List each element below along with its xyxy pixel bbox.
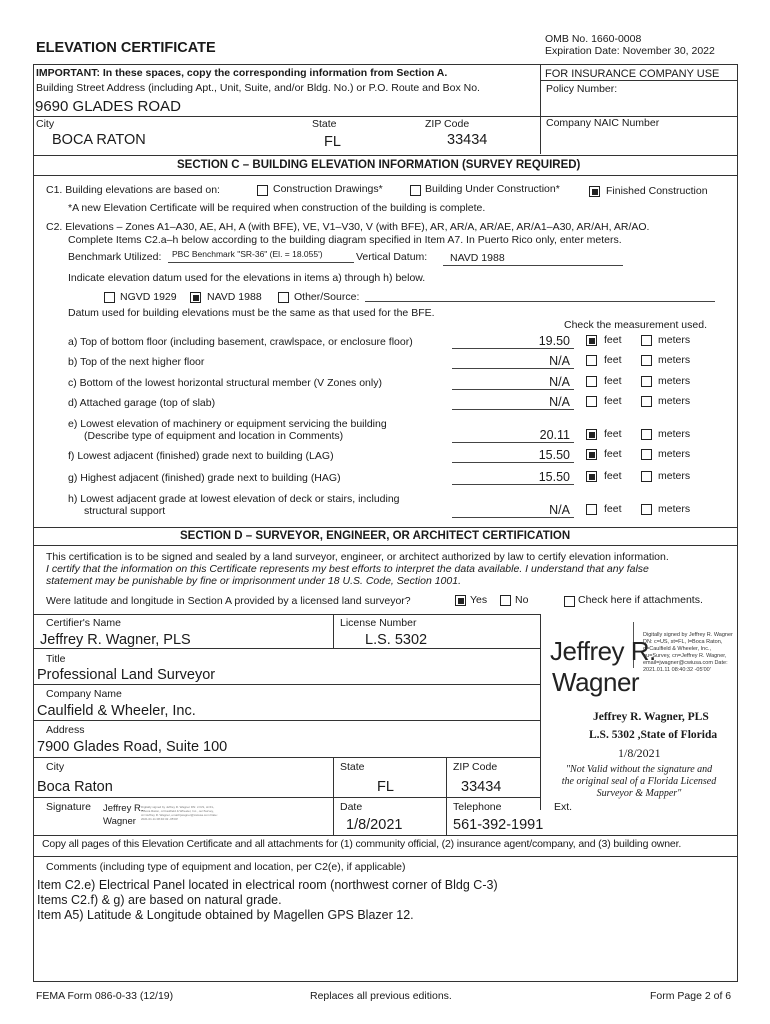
feet-label: feet (604, 503, 622, 515)
certification-text: This certification is to be signed and sealed by a land surveyor, engineer, or architect authorized by law to certify elevation information. (46, 551, 669, 563)
ext-label: Ext. (554, 801, 573, 813)
elevation-row-label: e) Lowest elevation of machinery or equipment servicing the building (68, 418, 387, 430)
seal-name: Jeffrey R. Wagner, PLS (593, 711, 709, 723)
elevation-value[interactable]: 19.50 (538, 334, 570, 348)
address-d-label: Address (46, 724, 85, 736)
elevation-value[interactable]: 20.11 (539, 428, 570, 442)
elevation-row-label: h) Lowest adjacent grade at lowest elevation of deck or stairs, including (68, 493, 400, 505)
certify-statement: I certify that the information on this Certificate represents my best efforts to interpret the data available. I understand that any false (46, 563, 649, 575)
date-d-value[interactable]: 1/8/2021 (346, 817, 403, 833)
footer-replaces: Replaces all previous editions. (310, 990, 452, 1002)
feet-checkbox[interactable] (586, 376, 597, 387)
naic-label: Company NAIC Number (546, 117, 660, 129)
title-value[interactable]: Professional Land Surveyor (37, 667, 216, 683)
attachments-checkbox[interactable] (564, 596, 575, 607)
feet-checkbox[interactable] (586, 449, 597, 460)
penalty-statement: statement may be punishable by fine or imprisonment under 18 U.S. Code, Section 1001. (46, 575, 461, 587)
elevation-row-label: a) Top of bottom floor (including basement, crawlspace, or enclosure floor) (68, 336, 413, 348)
comment-line-2[interactable]: Items C2.f) & g) are based on natural grade. (37, 893, 282, 907)
feet-label: feet (604, 448, 622, 460)
latlong-no-label: No (515, 594, 529, 606)
company-name-label: Company Name (46, 688, 122, 700)
signature-last-name: Wagner (552, 667, 640, 697)
elevation-value[interactable]: N/A (549, 354, 570, 368)
important-note: IMPORTANT: In these spaces, copy the corresponding information from Section A. (36, 67, 448, 79)
expiration-date: Expiration Date: November 30, 2022 (545, 45, 715, 57)
feet-label: feet (604, 428, 622, 440)
construction-drawings-label: Construction Drawings* (273, 183, 383, 195)
other-source-checkbox[interactable] (278, 292, 289, 303)
seal-not-valid-2: the original seal of a Florida Licensed (561, 776, 717, 787)
meters-label: meters (658, 395, 691, 407)
meters-checkbox[interactable] (641, 335, 652, 346)
state-d-value[interactable]: FL (377, 779, 394, 795)
footer-form-number: FEMA Form 086-0-33 (12/19) (36, 990, 174, 1002)
city-value[interactable]: BOCA RATON (52, 132, 146, 148)
digital-signature-details: Digitally signed by Jeffrey R. Wagner DN: c=US, st=FL, l=Boca Raton, o=Caulfield & Wheeler, Inc., ou=Survey, cn=Jeffrey R. Wagner, email=jwagner@cwiusa.com Date: 2021.01.11 08:40:32 -05'00' (643, 632, 733, 673)
city-d-label: City (46, 761, 65, 773)
feet-label: feet (604, 470, 622, 482)
attachments-label: Check here if attachments. (578, 594, 703, 606)
meters-label: meters (658, 470, 691, 482)
meters-label: meters (658, 448, 691, 460)
footer-page: Form Page 2 of 6 (650, 990, 732, 1002)
navd-1988-label: NAVD 1988 (207, 291, 262, 303)
feet-checkbox[interactable] (586, 355, 597, 366)
telephone-label: Telephone (453, 801, 502, 813)
license-number-value[interactable]: L.S. 5302 (365, 632, 428, 648)
feet-checkbox[interactable] (586, 429, 597, 440)
signature-first-name: Jeffrey R. (550, 636, 656, 666)
meters-label: meters (658, 375, 691, 387)
seal-not-valid-3: Surveyor & Mapper" (596, 788, 682, 799)
title-label: Title (46, 653, 66, 665)
c2-zones: C2. Elevations – Zones A1–A30, AE, AH, A (with BFE), VE, V1–V30, V (with BFE), AR, AR/A, AR/AE, AR/A1–A30, AR/AH, AR/AO. (46, 221, 650, 233)
latlong-question: Were latitude and longitude in Section A provided by a licensed land surveyor? (46, 595, 411, 607)
form-title: ELEVATION CERTIFICATE (36, 40, 216, 56)
navd-1988-checkbox[interactable] (190, 292, 201, 303)
elevation-row-label: f) Lowest adjacent (finished) grade next to building (LAG) (68, 450, 334, 462)
zip-d-label: ZIP Code (453, 761, 498, 773)
elevation-row-label: d) Attached garage (top of slab) (68, 397, 216, 409)
zip-label: ZIP Code (425, 118, 470, 130)
comments-label: Comments (including type of equipment and location, per C2(e), if applicable) (46, 861, 406, 873)
finished-construction-label: Finished Construction (606, 185, 708, 197)
c2-instructions: Complete Items C2.a–h below according to the building diagram specified in Item A7. In Puerto Rico only, enter meters. (68, 234, 622, 246)
state-value[interactable]: FL (324, 134, 341, 150)
feet-checkbox[interactable] (586, 471, 597, 482)
vertical-datum-value[interactable]: NAVD 1988 (450, 252, 505, 264)
meters-checkbox[interactable] (641, 396, 652, 407)
comment-line-3[interactable]: Item A5) Latitude & Longitude obtained by Magellen GPS Blazer 12. (37, 908, 414, 922)
elevation-row-label-continued: structural support (84, 505, 166, 517)
meters-checkbox[interactable] (641, 429, 652, 440)
elevation-value[interactable]: N/A (549, 395, 570, 409)
indicate-datum-text: Indicate elevation datum used for the elevations in items a) through h) below. (68, 272, 426, 284)
meters-checkbox[interactable] (641, 504, 652, 515)
meters-label: meters (658, 428, 691, 440)
ngvd-1929-checkbox[interactable] (104, 292, 115, 303)
meters-checkbox[interactable] (641, 449, 652, 460)
meters-checkbox[interactable] (641, 471, 652, 482)
elevation-value[interactable]: N/A (549, 503, 570, 517)
section-c-title: SECTION C – BUILDING ELEVATION INFORMATION (SURVEY REQUIRED) (177, 159, 581, 171)
date-label: Date (340, 801, 363, 813)
c1-label: C1. Building elevations are based on: (46, 184, 220, 196)
meters-checkbox[interactable] (641, 355, 652, 366)
feet-checkbox[interactable] (586, 335, 597, 346)
digital-signature-seal (541, 614, 737, 810)
city-d-value[interactable]: Boca Raton (37, 779, 113, 795)
latlong-yes-label: Yes (470, 594, 488, 606)
feet-checkbox[interactable] (586, 396, 597, 407)
elevation-row-label: c) Bottom of the lowest horizontal structural member (V Zones only) (68, 377, 382, 389)
address-label: Building Street Address (including Apt., Unit, Suite, and/or Bldg. No.) or P.O. Route and Box No. (36, 82, 480, 94)
feet-label: feet (604, 395, 622, 407)
telephone-value[interactable]: 561-392-1991 (453, 817, 544, 833)
latlong-no-checkbox[interactable] (500, 595, 511, 606)
c1-note: *A new Elevation Certificate will be required when construction of the building is complete. (68, 202, 486, 214)
elevation-row-label: b) Top of the next higher floor (68, 356, 205, 368)
seal-license: L.S. 5302 ,State of Florida (589, 729, 718, 741)
datum-note: Datum used for building elevations must be the same as that used for the BFE. (68, 307, 435, 319)
license-number-label: License Number (340, 617, 417, 629)
section-d-title: SECTION D – SURVEYOR, ENGINEER, OR ARCHITECT CERTIFICATION (180, 530, 571, 542)
state-label: State (312, 118, 337, 130)
under-construction-label: Building Under Construction* (425, 183, 560, 195)
benchmark-label: Benchmark Utilized: (68, 251, 162, 263)
elevation-row-label: g) Highest adjacent (finished) grade next to building (HAG) (68, 472, 341, 484)
elevation-value[interactable]: N/A (549, 375, 570, 389)
certifier-name-value[interactable]: Jeffrey R. Wagner, PLS (40, 632, 191, 648)
elevation-row-label-continued: (Describe type of equipment and location in Comments) (84, 430, 344, 442)
feet-label: feet (604, 354, 622, 366)
city-label: City (36, 118, 55, 130)
elevation-value[interactable]: 15.50 (538, 470, 570, 484)
omb-number: OMB No. 1660-0008 (545, 33, 642, 45)
other-source-label: Other/Source: (294, 291, 360, 303)
comment-line-1[interactable]: Item C2.e) Electrical Panel located in electrical room (northwest corner of Bldg C-3) (37, 878, 498, 892)
ngvd-1929-label: NGVD 1929 (120, 291, 177, 303)
small-signature: Jeffrey R. Wagner Digitally signed by Jeffrey R. Wagner DN: c=US, st=FL, l=Boca Raton, o=Caulfield & Wheeler, Inc., ou=Survey, cn=Jeffrey R. Wagner, email=jwagner@cwiusa.com Date: 2021.01.11 08:40:32 -05'00' (103, 803, 218, 827)
vertical-datum-label: Vertical Datum: (356, 251, 428, 263)
meters-label: meters (658, 503, 691, 515)
check-measurement-label: Check the measurement used. (564, 319, 707, 331)
under-construction-checkbox[interactable] (410, 185, 421, 196)
meters-checkbox[interactable] (641, 376, 652, 387)
address-value[interactable]: 9690 GLADES ROAD (35, 98, 181, 115)
construction-drawings-checkbox[interactable] (257, 185, 268, 196)
address-d-value[interactable]: 7900 Glades Road, Suite 100 (37, 739, 228, 755)
signature-label: Signature (46, 801, 91, 813)
meters-label: meters (658, 354, 691, 366)
certifier-name-label: Certifier's Name (46, 617, 121, 629)
zip-value[interactable]: 33434 (447, 132, 488, 148)
feet-label: feet (604, 375, 622, 387)
feet-label: feet (604, 334, 622, 346)
company-name-value[interactable]: Caulfield & Wheeler, Inc. (37, 703, 196, 719)
insurance-use-label: FOR INSURANCE COMPANY USE (545, 68, 720, 80)
finished-construction-checkbox[interactable] (589, 186, 600, 197)
state-d-label: State (340, 761, 365, 773)
latlong-yes-checkbox[interactable] (455, 595, 466, 606)
copy-note: Copy all pages of this Elevation Certificate and all attachments for (1) community official, (2) insurance agent/company, and (3) building owner. (42, 838, 682, 850)
meters-label: meters (658, 334, 691, 346)
seal-not-valid-1: "Not Valid without the signature and (565, 764, 713, 775)
zip-d-value[interactable]: 33434 (461, 779, 502, 795)
policy-number-label: Policy Number: (546, 83, 618, 95)
feet-checkbox[interactable] (586, 504, 597, 515)
seal-date: 1/8/2021 (618, 746, 661, 760)
benchmark-value[interactable]: PBC Benchmark "SR-36" (El. = 18.055') (172, 249, 323, 259)
elevation-value[interactable]: 15.50 (538, 448, 570, 462)
